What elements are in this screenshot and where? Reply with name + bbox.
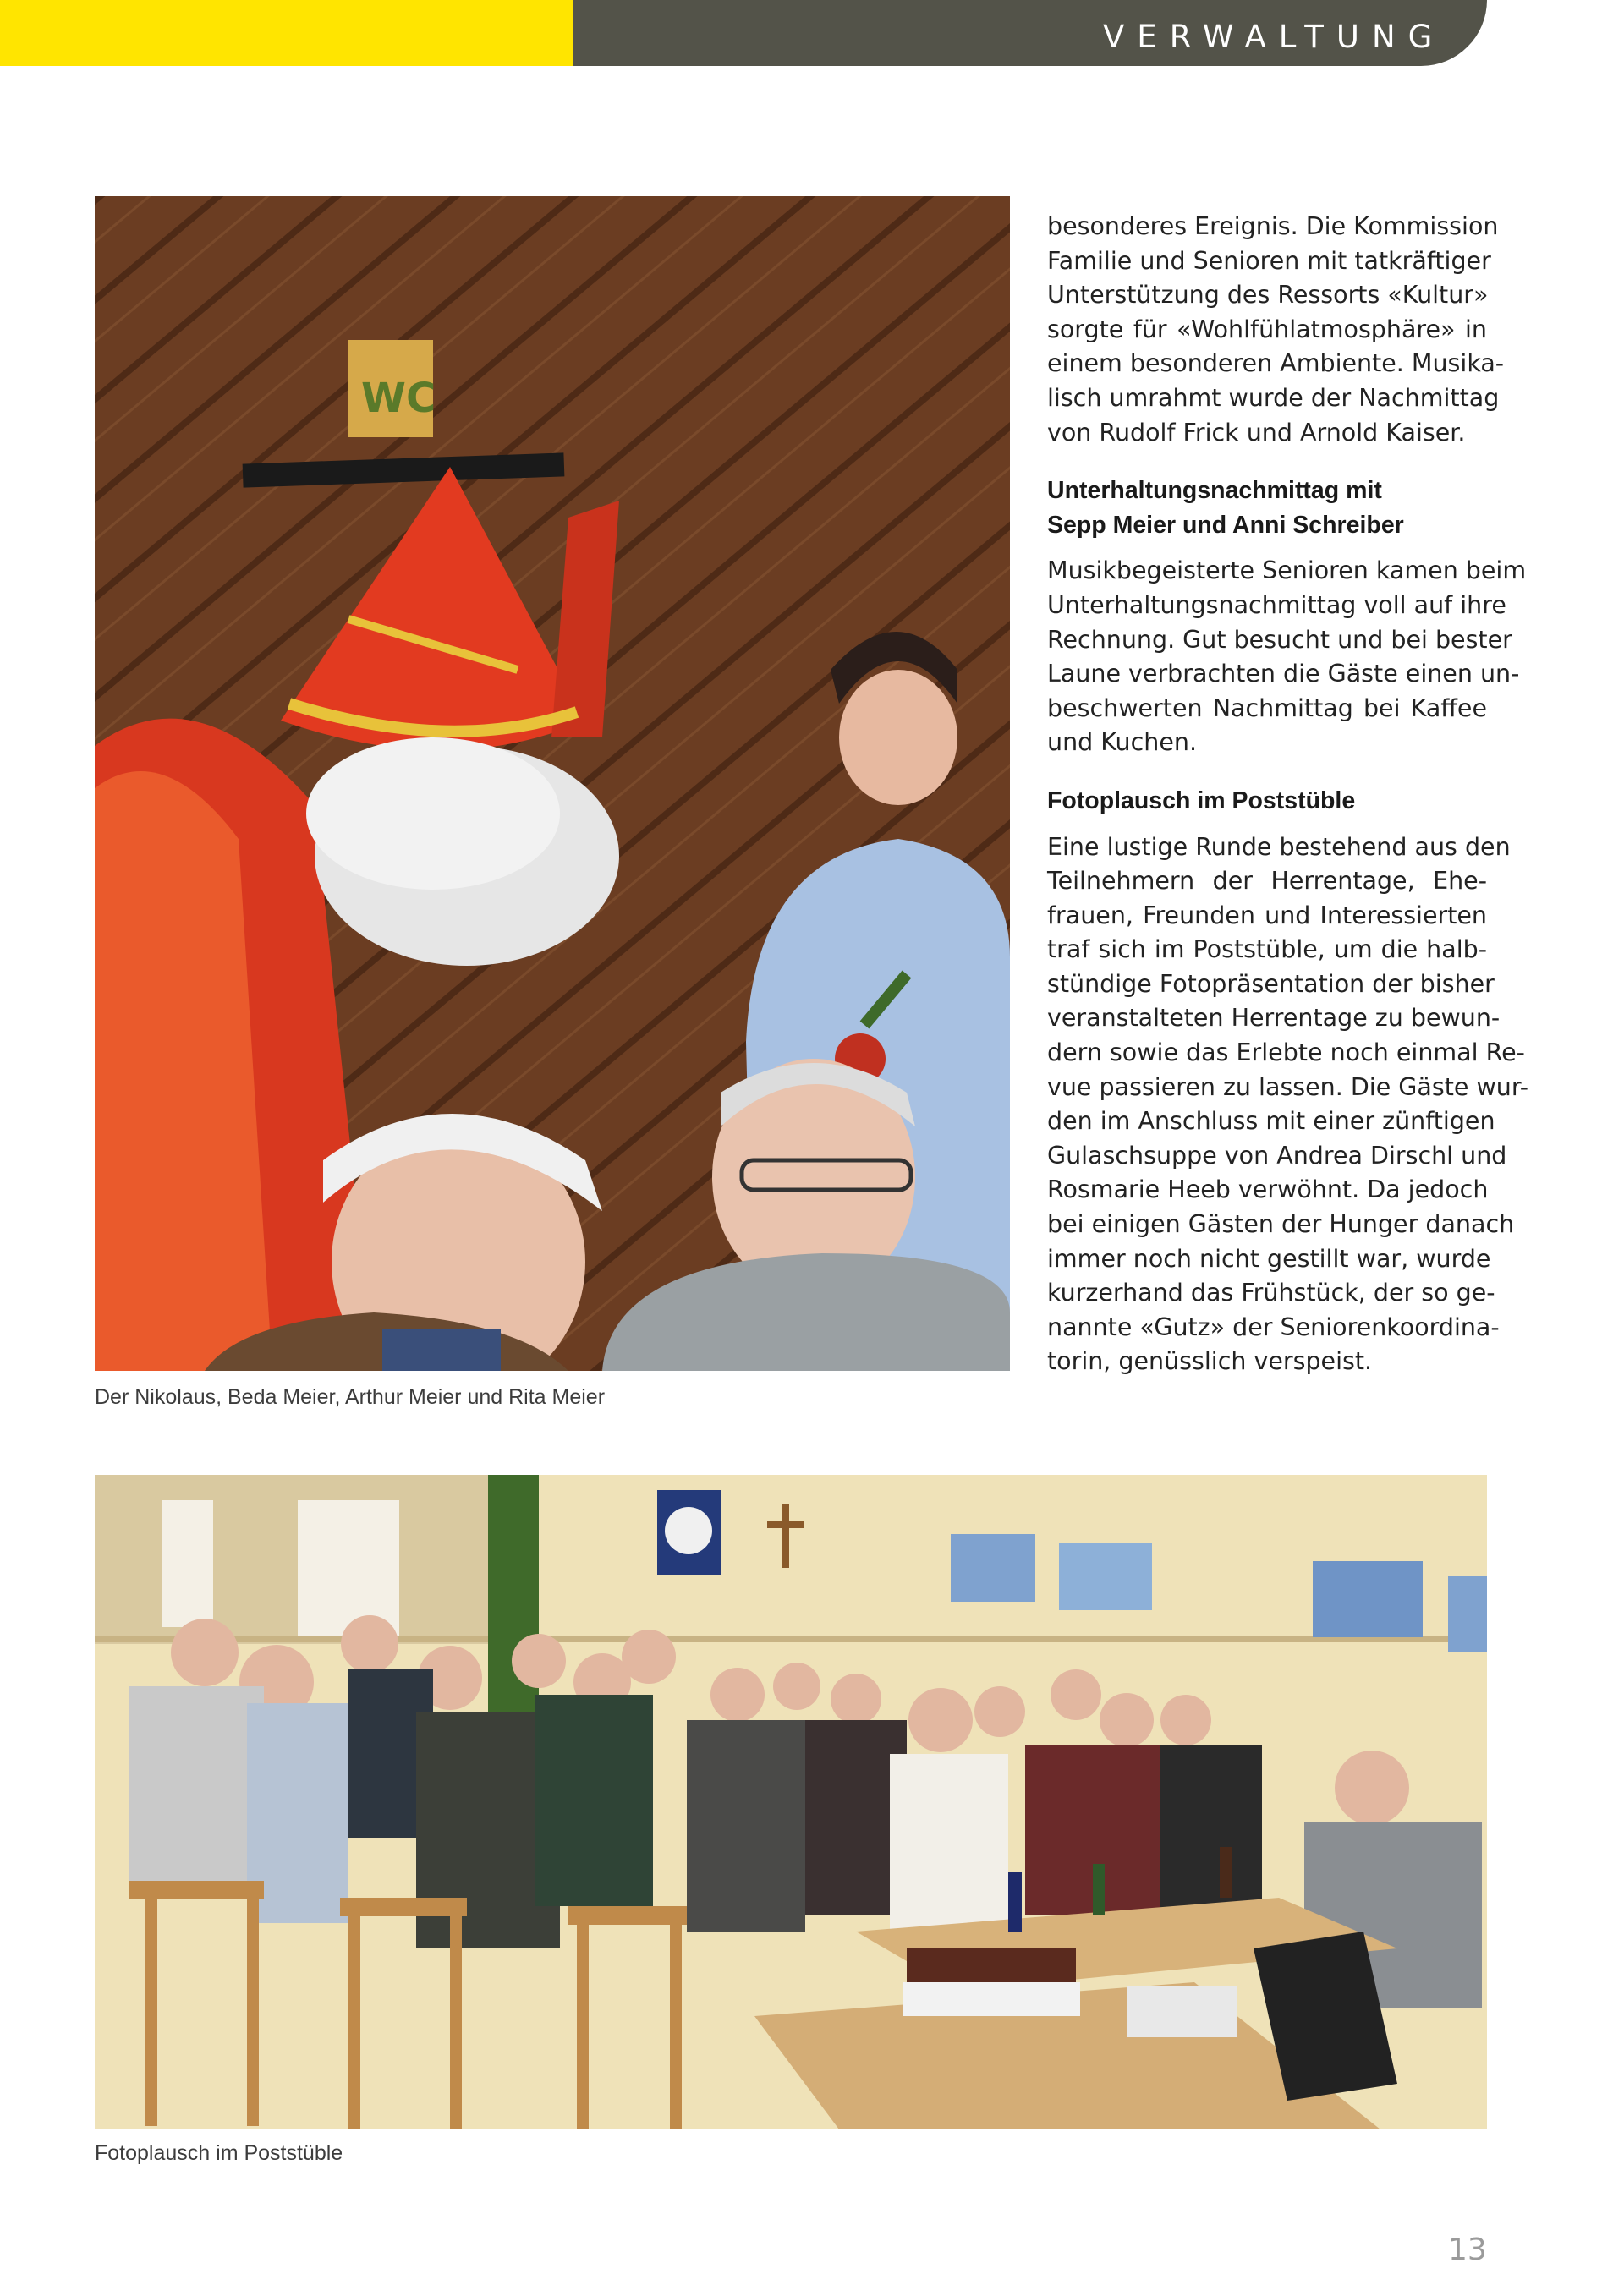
text-line: traf sich im Poststüble, um die halb- — [1047, 935, 1487, 964]
heading-line: Unterhaltungsnachmittag mit — [1047, 477, 1382, 505]
text-line: Eine lustige Runde bestehend aus den — [1047, 832, 1511, 861]
text-line: Laune verbrachten die Gäste einen un- — [1047, 660, 1520, 688]
text-line: Rechnung. Gut besucht und bei bester — [1047, 625, 1512, 654]
article-text-column — [1047, 210, 1529, 1379]
text-line: von Rudolf Frick und Arnold Kaiser. — [1047, 418, 1466, 447]
text-line: einem besonderen Ambiente. Musika- — [1047, 349, 1505, 378]
text-line: Unterhaltungsnachmittag voll auf ihre — [1047, 590, 1506, 619]
section-paragraph — [1047, 830, 1529, 1380]
intro-paragraph — [1047, 210, 1505, 450]
text-line: immer noch nicht gestillt war, wurde — [1047, 1244, 1491, 1273]
photo-caption: Fotoplausch im Poststüble — [95, 2141, 343, 2165]
heading-line: Sepp Meier und Anni Schreiber — [1047, 511, 1404, 539]
page-number: 13 — [1448, 2233, 1487, 2267]
section-heading — [1047, 474, 1487, 542]
text-line: bei einigen Gästen der Hunger danach — [1047, 1210, 1515, 1239]
text-line: Rosmarie Heeb verwöhnt. Da jedoch — [1047, 1175, 1489, 1204]
nikolaus-photo — [95, 196, 1010, 1371]
text-line: den im Anschluss mit einer zünftigen — [1047, 1107, 1495, 1136]
text-line: sorgte für «Wohlfühlatmosphäre» in — [1047, 315, 1487, 343]
section-paragraph — [1047, 554, 1527, 760]
text-line: und Kuchen. — [1047, 728, 1197, 757]
text-line: Familie und Senioren mit tatkräftiger — [1047, 246, 1491, 275]
heading-line: Fotoplausch im Poststüble — [1047, 786, 1356, 814]
text-line: beschwerten Nachmittag bei Kaffee — [1047, 693, 1487, 722]
text-line: Gulaschsuppe von Andrea Dirschl und — [1047, 1141, 1507, 1170]
text-line: Musikbegeisterte Senioren kamen beim — [1047, 556, 1527, 585]
text-line: torin, genüsslich verspeist. — [1047, 1347, 1373, 1376]
text-line: vue passieren zu lassen. Die Gäste wur- — [1047, 1072, 1529, 1101]
svg-text:WC: WC — [361, 375, 436, 422]
text-line: stündige Fotopräsentation der bisher — [1047, 969, 1495, 998]
section-heading — [1047, 784, 1487, 819]
header-accent-bar — [0, 0, 573, 66]
fotoplausch-photo-image — [95, 1475, 1487, 2129]
text-line: lisch umrahmt wurde der Nachmittag — [1047, 383, 1500, 412]
section-label: VERWALTUNG — [1103, 19, 1446, 55]
text-line: Unterstützung des Ressorts «Kultur» — [1047, 281, 1489, 310]
text-line: veranstalteten Herrentage zu bewun- — [1047, 1004, 1501, 1033]
text-line: kurzerhand das Frühstück, der so ge- — [1047, 1279, 1495, 1307]
text-line: nannte «Gutz» der Seniorenkoordina- — [1047, 1312, 1500, 1341]
text-line: Teilnehmern der Herrentage, Ehe- — [1047, 867, 1487, 896]
text-line: besonderes Ereignis. Die Kommission — [1047, 212, 1499, 240]
text-line: dern sowie das Erlebte noch einmal Re- — [1047, 1038, 1525, 1067]
photo-caption: Der Nikolaus, Beda Meier, Arthur Meier und Rita Meier — [95, 1385, 606, 1409]
fotoplausch-photo — [95, 1475, 1487, 2129]
nikolaus-photo-image — [95, 196, 1010, 1371]
text-line: frauen, Freunden und Interessierten — [1047, 901, 1487, 929]
